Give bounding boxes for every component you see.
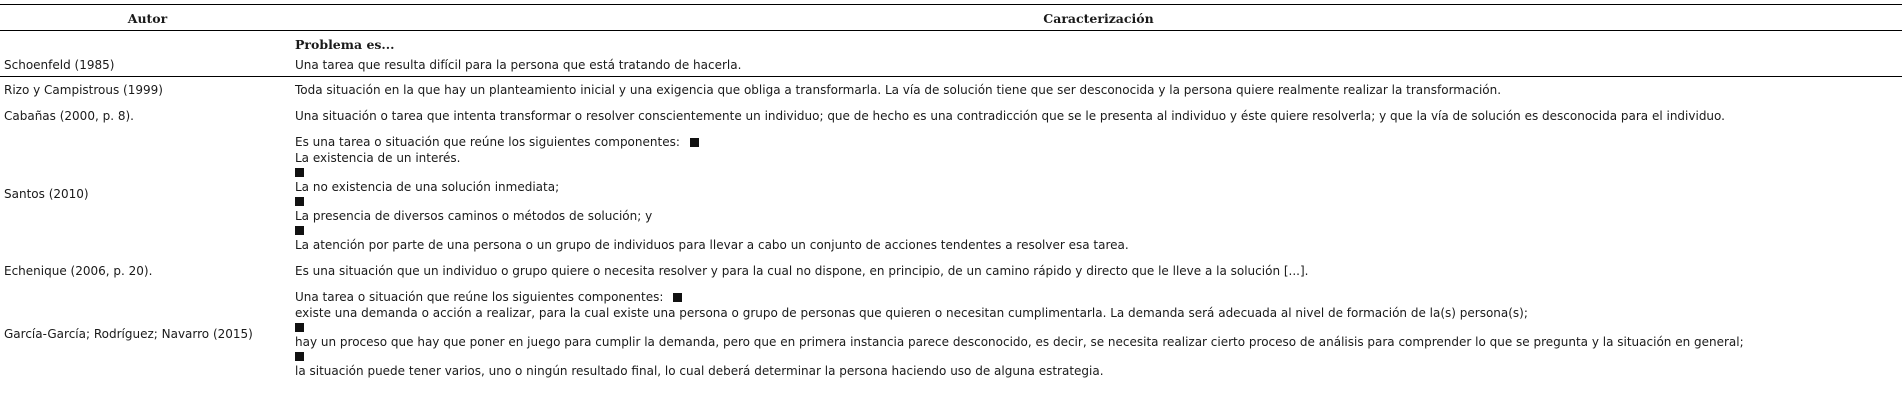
bullet-square-icon bbox=[690, 138, 699, 147]
list-item: La existencia de un interés. bbox=[295, 151, 461, 165]
row-intro: Una tarea o situación que reúne los siguientes componentes: bbox=[295, 290, 664, 304]
row-text: Una situación o tarea que intenta transformar o resolver conscientemente un individuo; que de hecho es una contradicción que se le presenta al individuo y éste quiere resolverla; y que la vía de solución es desconocida para el individuo. bbox=[295, 109, 1725, 123]
bullet-square-icon bbox=[295, 226, 304, 235]
table-row bbox=[0, 103, 1902, 129]
table-row bbox=[0, 258, 1902, 284]
bullet-square-icon bbox=[295, 323, 304, 332]
list-item: hay un proceso que hay que poner en juego para cumplir la demanda, pero que en primera instancia parece desconocido, es decir, se necesita realizar cierto proceso de análisis para comprender lo que se pregunta y la situación en general; bbox=[295, 335, 1744, 349]
header-author: Autor bbox=[0, 5, 295, 31]
row-author: Cabañas (2000, p. 8). bbox=[4, 109, 134, 123]
list-item: la situación puede tener varios, uno o ningún resultado final, lo cual deberá determinar la persona haciendo uso de alguna estrategia. bbox=[295, 364, 1104, 378]
subheader-row bbox=[0, 31, 1902, 54]
list-item: La atención por parte de una persona o un grupo de individuos para llevar a cabo un conjunto de acciones tendentes a resolver esa tarea. bbox=[295, 238, 1129, 252]
row-author: Rizo y Campistrous (1999) bbox=[4, 83, 163, 97]
subheader: Problema es... bbox=[295, 37, 395, 52]
list-item: La no existencia de una solución inmediata; bbox=[295, 180, 560, 194]
row-author: Schoenfeld (1985) bbox=[0, 53, 295, 77]
row-text: Una tarea que resulta difícil para la persona que está tratando de hacerla. bbox=[295, 58, 742, 72]
table-row bbox=[0, 77, 1902, 104]
table-row bbox=[0, 53, 1902, 77]
row-text: Toda situación en la que hay un planteamiento inicial y una exigencia que obliga a transformarla. La vía de solución tiene que ser desconocida y la persona quiere realmente realizar la transformación. bbox=[295, 83, 1502, 97]
header-characterization: Caracterización bbox=[295, 5, 1902, 31]
bullet-square-icon bbox=[295, 197, 304, 206]
row-intro: Es una tarea o situación que reúne los siguientes componentes: bbox=[295, 135, 680, 149]
bullet-square-icon bbox=[295, 168, 304, 177]
row-author: Echenique (2006, p. 20). bbox=[4, 264, 153, 278]
bullet-square-icon bbox=[673, 293, 682, 302]
bullet-square-icon bbox=[295, 352, 304, 361]
table-row bbox=[0, 129, 1902, 258]
row-author: García-García; Rodríguez; Navarro (2015) bbox=[4, 327, 253, 341]
characterization-table bbox=[0, 4, 1902, 384]
row-author: Santos (2010) bbox=[4, 186, 89, 201]
row-text: Es una situación que un individuo o grupo quiere o necesita resolver y para la cual no dispone, en principio, de un camino rápido y directo que le lleve a la solución [...]. bbox=[295, 264, 1309, 278]
list-item: La presencia de diversos caminos o métodos de solución; y bbox=[295, 209, 653, 223]
header-row bbox=[0, 5, 1902, 31]
table-row bbox=[0, 284, 1902, 384]
list-item: existe una demanda o acción a realizar, para la cual existe una persona o grupo de personas que quieren o necesitan cumplimentarla. La demanda será adecuada al nivel de formación de la(s) persona(s); bbox=[295, 306, 1528, 320]
